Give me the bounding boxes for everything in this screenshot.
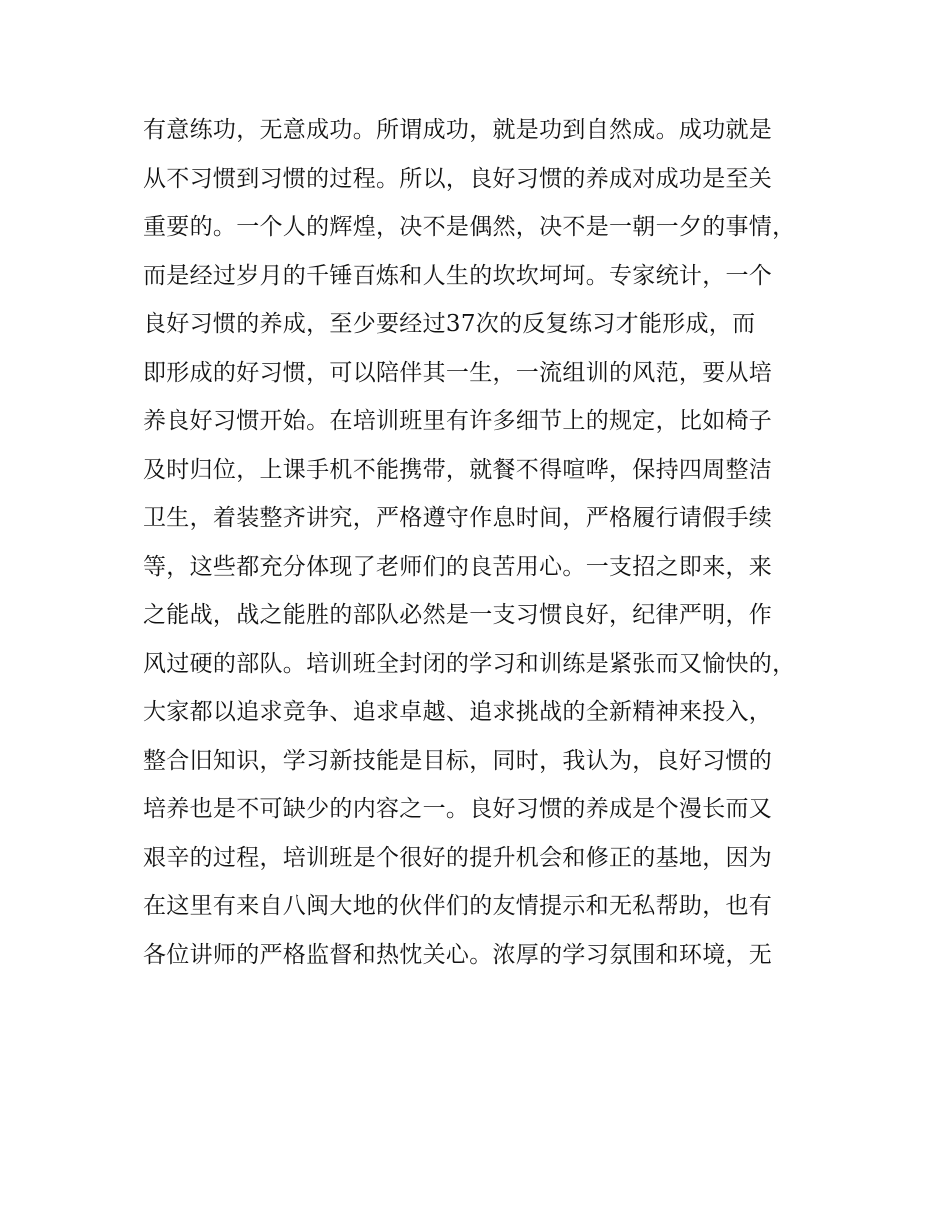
text-line: 良好习惯的养成，至少要经过37次的反复练习才能形成，而 xyxy=(143,311,756,337)
text-line: 即形成的好习惯，可以陪伴其一生，一流组训的风范，要从培 xyxy=(143,359,773,386)
body-paragraph xyxy=(143,106,823,979)
text-line: 大家都以追求竞争、追求卓越、追求挑战的全新精神来投入， xyxy=(143,699,773,725)
text-line: 之能战，战之能胜的部队必然是一支习惯良好，纪律严明，作 xyxy=(143,602,773,628)
text-line: 培养也是不可缺少的内容之一。良好习惯的养成是个漫长而又 xyxy=(143,796,773,822)
text-line: 养良好习惯开始。在培训班里有许多细节上的规定，比如椅子 xyxy=(143,408,773,434)
text-line: 有意练功，无意成功。所谓成功，就是功到自然成。成功就是 xyxy=(143,117,773,143)
text-line: 各位讲师的严格监督和热忱关心。浓厚的学习氛围和环境，无 xyxy=(143,941,773,968)
text-line: 在这里有来自八闽大地的伙伴们的友情提示和无私帮助，也有 xyxy=(143,893,773,919)
text-line: 重要的。一个人的辉煌，决不是偶然，决不是一朝一夕的事情， xyxy=(143,214,796,240)
text-line: 风过硬的部队。培训班全封闭的学习和训练是紧张而又愉快的， xyxy=(143,650,796,677)
text-line: 等，这些都充分体现了老师们的良苦用心。一支招之即来，来 xyxy=(143,553,773,580)
text-line: 及时归位，上课手机不能携带，就餐不得喧哗，保持四周整洁 xyxy=(143,456,773,483)
text-line: 而是经过岁月的千锤百炼和人生的坎坎坷坷。专家统计，一个 xyxy=(143,262,773,289)
text-line: 从不习惯到习惯的过程。所以，良好习惯的养成对成功是至关 xyxy=(143,165,773,192)
text-line: 艰辛的过程，培训班是个很好的提升机会和修正的基地，因为 xyxy=(143,844,773,871)
text-line: 卫生，着装整齐讲究，严格遵守作息时间，严格履行请假手续 xyxy=(143,505,773,531)
text-line: 整合旧知识，学习新技能是目标，同时，我认为，良好习惯的 xyxy=(143,747,773,774)
